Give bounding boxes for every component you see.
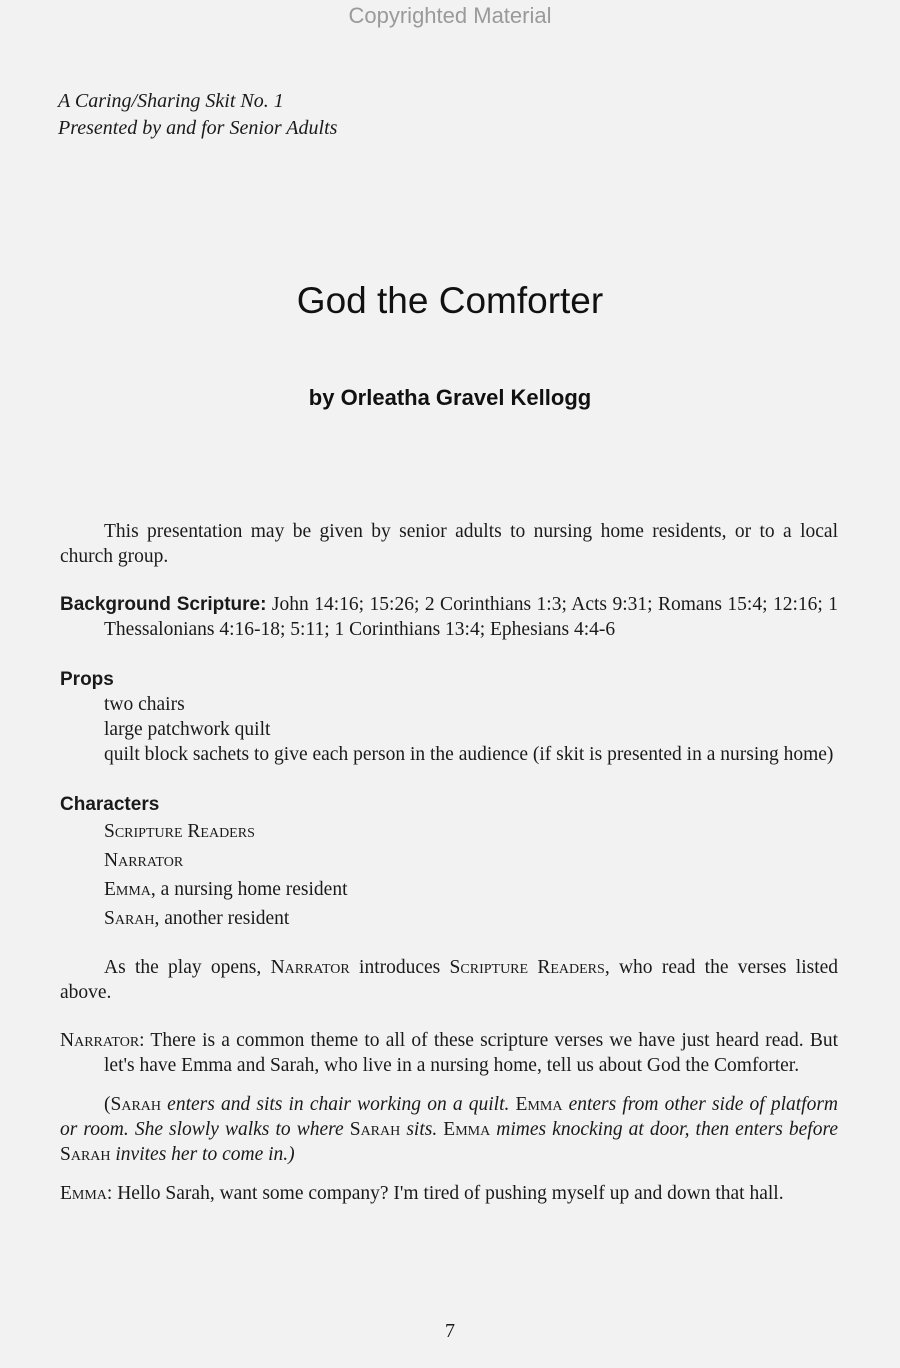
speaker-label: Emma: [60, 1183, 113, 1204]
intro-paragraph: This presentation may be given by senior adults to nursing home residents, or to a local church group. [60, 521, 838, 567]
props-heading: Props [60, 669, 114, 690]
character-item [104, 875, 838, 904]
background-scripture [60, 592, 838, 642]
character-ref: Sarah [60, 1144, 111, 1165]
character-ref: Emma [515, 1094, 563, 1115]
list-item: quilt block sachets to give each person in the audience (if skit is presented in a nursing home) [104, 744, 834, 765]
character-item [104, 904, 838, 933]
page-title: God the Comforter [296, 280, 604, 321]
opening-text: introduces [349, 957, 450, 978]
character-ref: Sarah [110, 1094, 162, 1115]
character-item [104, 817, 838, 846]
props-section [60, 667, 838, 767]
character-ref: Narrator [270, 957, 350, 978]
characters-heading: Characters [60, 794, 160, 815]
list-item: large patchwork quilt [104, 719, 271, 740]
background-scripture-text: John 14:16; 15:26; 2 Corinthians 1:3; Acts 9:31; Romans 15:4; 12:16; 1 Thessalonians 4:16-18; 5:11; 1 Corinthians 13:4; Ephesians 4:4-6 [104, 594, 838, 640]
dialogue-text: There is a common theme to all of these scripture verses we have just heard read. But let's have Emma and Sarah, who live in a nursing home, tell us about God the Comforter. [104, 1030, 838, 1076]
stage-text: enters and sits in chair working on a quilt. [161, 1094, 516, 1115]
opening-text: , who read the verses listed above. [60, 957, 839, 1003]
character-ref: Scripture Readers [449, 957, 605, 978]
props-list [60, 692, 838, 767]
characters-section [60, 792, 838, 933]
stage-text: sits. [400, 1119, 444, 1140]
narrator-dialogue [60, 1028, 838, 1078]
speaker-label: Narrator: [60, 1030, 145, 1051]
stage-direction [60, 1092, 838, 1167]
background-scripture-label: Background Scripture: [60, 594, 267, 615]
character-desc: , another resident [154, 908, 290, 929]
character-ref: Emma [443, 1119, 491, 1140]
copyright-watermark: Copyrighted Material [348, 3, 552, 28]
character-desc: , a nursing home resident [150, 879, 348, 900]
stage-text: ( [104, 1094, 111, 1115]
dialogue-text: Hello Sarah, want some company? I'm tired of pushing myself up and down that hall. [112, 1183, 784, 1204]
author-byline: by Orleatha Gravel Kellogg [308, 385, 592, 410]
emma-dialogue [60, 1181, 838, 1206]
characters-list [60, 817, 838, 933]
series-line-2: Presented by and for Senior Adults [58, 117, 338, 139]
character-name: Sarah [104, 908, 155, 929]
character-name: Scripture Readers [104, 821, 255, 842]
character-item [104, 846, 838, 875]
character-name: Narrator [104, 850, 184, 871]
series-heading [58, 88, 337, 142]
opening-text: As the play opens, [104, 957, 271, 978]
stage-text: invites her to come in.) [110, 1144, 295, 1165]
list-item: two chairs [104, 694, 185, 715]
skit-body [60, 519, 838, 1206]
opening-paragraph [60, 955, 838, 1005]
series-line-1: A Caring/Sharing Skit No. 1 [58, 90, 284, 112]
page-number: 7 [445, 1320, 455, 1342]
stage-text: enters from other side of platform or room. She slowly walks to where [60, 1094, 838, 1140]
character-name: Emma [104, 879, 151, 900]
character-ref: Sarah [349, 1119, 401, 1140]
stage-text: mimes knocking at door, then enters before [490, 1119, 838, 1140]
